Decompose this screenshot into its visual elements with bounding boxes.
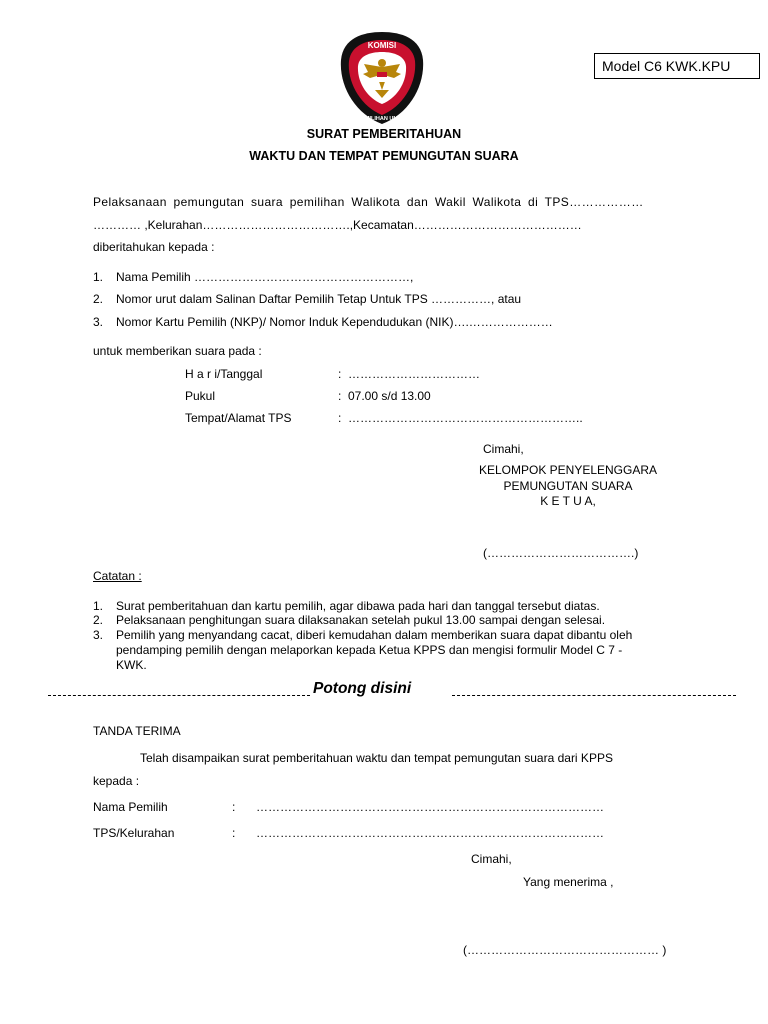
receipt-name-value: ……………………………………………………………………………: [256, 800, 604, 814]
signature-role: K E T U A,: [540, 494, 596, 508]
receipt-tps-value: ……………………………………………………………………………: [256, 826, 604, 840]
schedule-time-value: 07.00 s/d 13.00: [348, 389, 431, 403]
model-label-box: [594, 53, 760, 79]
intro-line1: Pelaksanaan pemungutan suara pemilihan Walikota dan Wakil Walikota di TPS………………: [93, 195, 644, 209]
logo-top-text: KOMISI: [367, 41, 397, 50]
signature-name-blank: (……………………………….): [483, 546, 639, 560]
schedule-time-sep: :: [338, 389, 342, 403]
receipt-tps-label: TPS/Kelurahan: [93, 826, 175, 840]
note-1-text: Surat pemberitahuan dan kartu pemilih, agar dibawa pada hari dan tanggal tersebut diatas.: [116, 599, 600, 613]
receipt-city: Cimahi,: [471, 852, 512, 866]
schedule-day-label: H a r i/Tanggal: [185, 367, 263, 381]
note-3-num: 3.: [93, 628, 104, 642]
kpu-logo: [339, 30, 425, 126]
signature-org-line2: PEMUNGUTAN SUARA: [503, 479, 633, 493]
receipt-receiver: Yang menerima ,: [523, 875, 614, 889]
item-1-num: 1.: [93, 270, 104, 284]
intro-line2: ………… ,Kelurahan……………………………….,Kecamatan……………………………………: [93, 218, 582, 232]
item-1-text: Nama Pemilih ………………………………………………,: [116, 270, 414, 284]
receipt-name-label: Nama Pemilih: [93, 800, 168, 814]
logo-bottom-text: PEMILIHAN UMUM: [357, 116, 407, 122]
cut-label: Potong disini: [313, 680, 412, 697]
item-3-num: 3.: [93, 315, 104, 329]
schedule-day-value: ……………………………: [348, 367, 480, 381]
item-3-text: Nomor Kartu Pemilih (NKP)/ Nomor Induk Kependudukan (NIK)….…………………: [116, 315, 553, 329]
item-2-text: Nomor urut dalam Salinan Daftar Pemilih Tetap Untuk TPS ……………, atau: [116, 292, 522, 306]
title-line2: WAKTU DAN TEMPAT PEMUNGUTAN SUARA: [249, 149, 519, 163]
note-2-num: 2.: [93, 613, 104, 627]
schedule-place-label: Tempat/Alamat TPS: [185, 411, 292, 425]
note-3-text-cont1: pendamping pemilih dengan melaporkan kepada Ketua KPPS dan mengisi formulir Model C 7 -: [116, 643, 623, 657]
note-3-text-cont2: KWK.: [116, 658, 147, 672]
signature-org-line1: KELOMPOK PENYELENGGARA: [478, 463, 658, 477]
receipt-tps-sep: :: [232, 826, 236, 840]
note-3-text: Pemilih yang menyandang cacat, diberi kemudahan dalam memberikan suara dapat dibantu oleh: [116, 628, 633, 642]
receipt-name-sep: :: [232, 800, 236, 814]
cut-line-left: [48, 695, 310, 696]
receipt-name-blank: (………………………………………… ): [463, 943, 667, 957]
schedule-time-label: Pukul: [185, 389, 216, 403]
receipt-sentence: Telah disampaikan surat pemberitahuan waktu dan tempat pemungutan suara dari KPPS: [140, 751, 613, 765]
note-1-num: 1.: [93, 599, 104, 613]
schedule-place-sep: :: [338, 411, 342, 425]
title-line1: SURAT PEMBERITAHUAN: [306, 127, 462, 141]
signature-city: Cimahi,: [483, 442, 524, 456]
item-2-num: 2.: [93, 292, 104, 306]
intro-line3: diberitahukan kepada :: [93, 240, 215, 254]
vote-intro: untuk memberikan suara pada :: [93, 344, 262, 358]
receipt-title: TANDA TERIMA: [93, 724, 181, 738]
receipt-to: kepada :: [93, 774, 140, 788]
model-label: Model C6 KWK.KPU: [602, 58, 731, 74]
notes-heading: Catatan :: [93, 569, 142, 583]
schedule-place-value: …………………………………………………..: [348, 411, 583, 425]
note-2-text: Pelaksanaan penghitungan suara dilaksanakan setelah pukul 13.00 sampai dengan selesai.: [116, 613, 606, 627]
schedule-day-sep: :: [338, 367, 342, 381]
cut-line-right: [452, 695, 736, 696]
